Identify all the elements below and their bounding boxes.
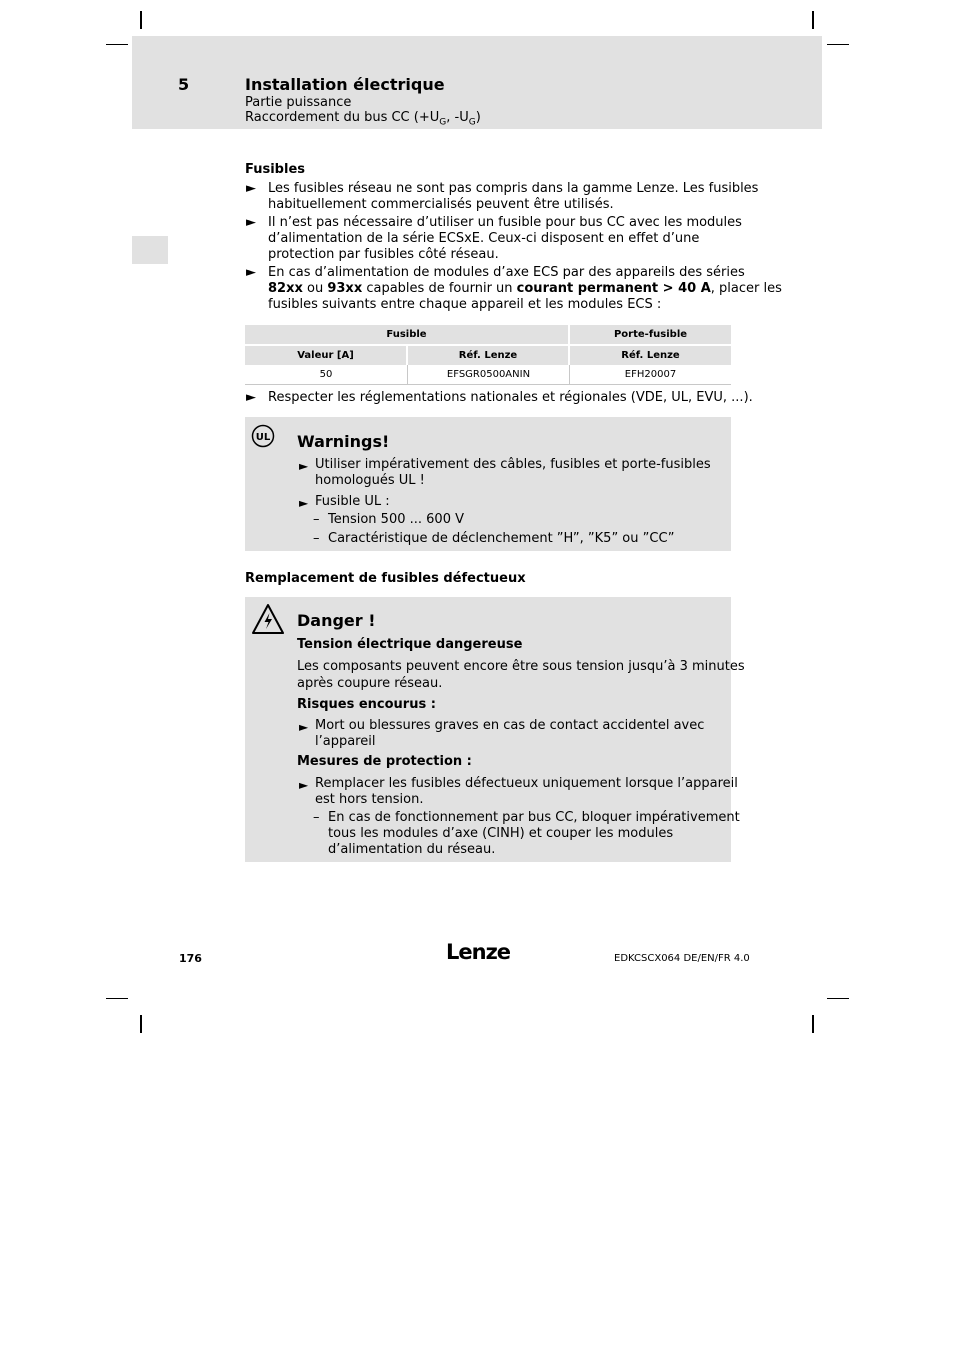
lenze-logo: Lenze	[446, 940, 511, 964]
crop-mark	[812, 11, 814, 29]
danger-box	[245, 597, 745, 862]
table-header-cell: Fusible	[245, 325, 570, 344]
warning-item-1: Utiliser impérativement des câbles, fusibles et porte-fusibles homologués UL !	[315, 457, 711, 488]
chapter-title: Installation électrique	[245, 75, 445, 94]
section-subtitle-dc-bus: Raccordement du bus CC ($+U_G$, $-U_G$)	[245, 110, 481, 128]
fuse-table	[245, 325, 731, 385]
table-group-header-row	[245, 325, 731, 344]
warnings-box	[245, 417, 731, 551]
warning-subitem-2: Caractéristique de déclenchement ”H”, ”K5” ou ”CC”	[328, 531, 675, 546]
measures-label: Mesures de protection :	[297, 754, 472, 769]
crop-mark	[812, 1015, 814, 1033]
crop-mark	[140, 1015, 142, 1033]
section-subtitle: Partie puissance	[245, 95, 352, 110]
table-header-cell: Réf. Lenze	[408, 344, 570, 365]
danger-heading: Tension électrique dangereuse	[297, 637, 523, 652]
document-reference: EDKCSCX064 DE/EN/FR 4.0	[614, 953, 750, 964]
crop-mark	[106, 998, 128, 999]
crop-mark	[140, 11, 142, 29]
dash-marker: –	[313, 531, 320, 546]
replacement-heading: Remplacement de fusibles défectueux	[245, 571, 526, 586]
crop-mark	[827, 44, 849, 45]
table-column-header-row	[245, 344, 731, 365]
high-voltage-warning-icon	[251, 603, 285, 635]
svg-text:UL: UL	[255, 432, 271, 443]
warning-item-2: Fusible UL :	[315, 494, 390, 509]
table-header-cell: Réf. Lenze	[570, 344, 731, 365]
table-cell: 50	[245, 365, 408, 385]
bullet-arrow-icon: ►	[299, 720, 309, 734]
bullet-text-2: Il n’est pas nécessaire d’utiliser un fusible pour bus CC avec les modules d’alimentation de la série ECSxE. Ceux-ci disposent en effet d’une protection par fusibles côté réseau.	[268, 215, 742, 262]
bullet-text-1: Les fusibles réseau ne sont pas compris dans la gamme Lenze. Les fusibles habituellement commercialisés peuvent être utilisés.	[268, 181, 759, 212]
table-header-cell: Porte-fusible	[570, 325, 731, 344]
measures-subitem: En cas de fonctionnement par bus CC, bloquer impérativement tous les modules d’axe (CINH) et couper les modules d’alimentation du réseau.	[328, 810, 740, 857]
fuses-heading: Fusibles	[245, 162, 305, 177]
dash-marker: –	[313, 512, 320, 527]
measures-item: Remplacer les fusibles défectueux uniquement lorsque l’appareil est hors tension.	[315, 776, 738, 807]
bullet-arrow-icon: ►	[299, 459, 309, 473]
bullet-arrow-icon: ►	[246, 181, 256, 196]
warnings-title: Warnings!	[297, 432, 390, 451]
warning-subitem-1: Tension 500 ... 600 V	[328, 512, 464, 527]
chapter-number: 5	[178, 75, 190, 94]
danger-paragraph: Les composants peuvent encore être sous tension jusqu’à 3 minutes après coupure réseau.	[297, 659, 745, 691]
bullet-arrow-icon: ►	[246, 265, 256, 280]
chapter-side-tab	[132, 236, 168, 264]
risks-label: Risques encourus :	[297, 697, 436, 712]
bullet-text-4: Respecter les réglementations nationales et régionales (VDE, UL, EVU, ...).	[268, 390, 753, 405]
crop-mark	[106, 44, 128, 45]
page-number: 176	[179, 952, 202, 965]
bullet-arrow-icon: ►	[299, 778, 309, 792]
bullet-arrow-icon: ►	[246, 390, 256, 405]
bullet-text-3: En cas d’alimentation de modules d’axe ECS par des appareils des séries 82xx ou 93xx capables de fournir un courant permanent > 40 A, placer les fusibles suivants entre chaque appareil et les modules ECS :	[268, 265, 782, 312]
danger-title: Danger !	[297, 611, 376, 630]
table-header-cell: Valeur [A]	[245, 344, 408, 365]
dash-marker: –	[313, 810, 320, 825]
crop-mark	[827, 998, 849, 999]
risks-item: Mort ou blessures graves en cas de contact accidentel avec l’appareil	[315, 718, 705, 749]
ul-logo-icon	[251, 424, 275, 448]
bullet-arrow-icon: ►	[246, 215, 256, 230]
table-row	[245, 365, 731, 385]
table-cell: EFH20007	[570, 365, 731, 385]
bullet-arrow-icon: ►	[299, 496, 309, 510]
table-cell: EFSGR0500ANIN	[408, 365, 570, 385]
